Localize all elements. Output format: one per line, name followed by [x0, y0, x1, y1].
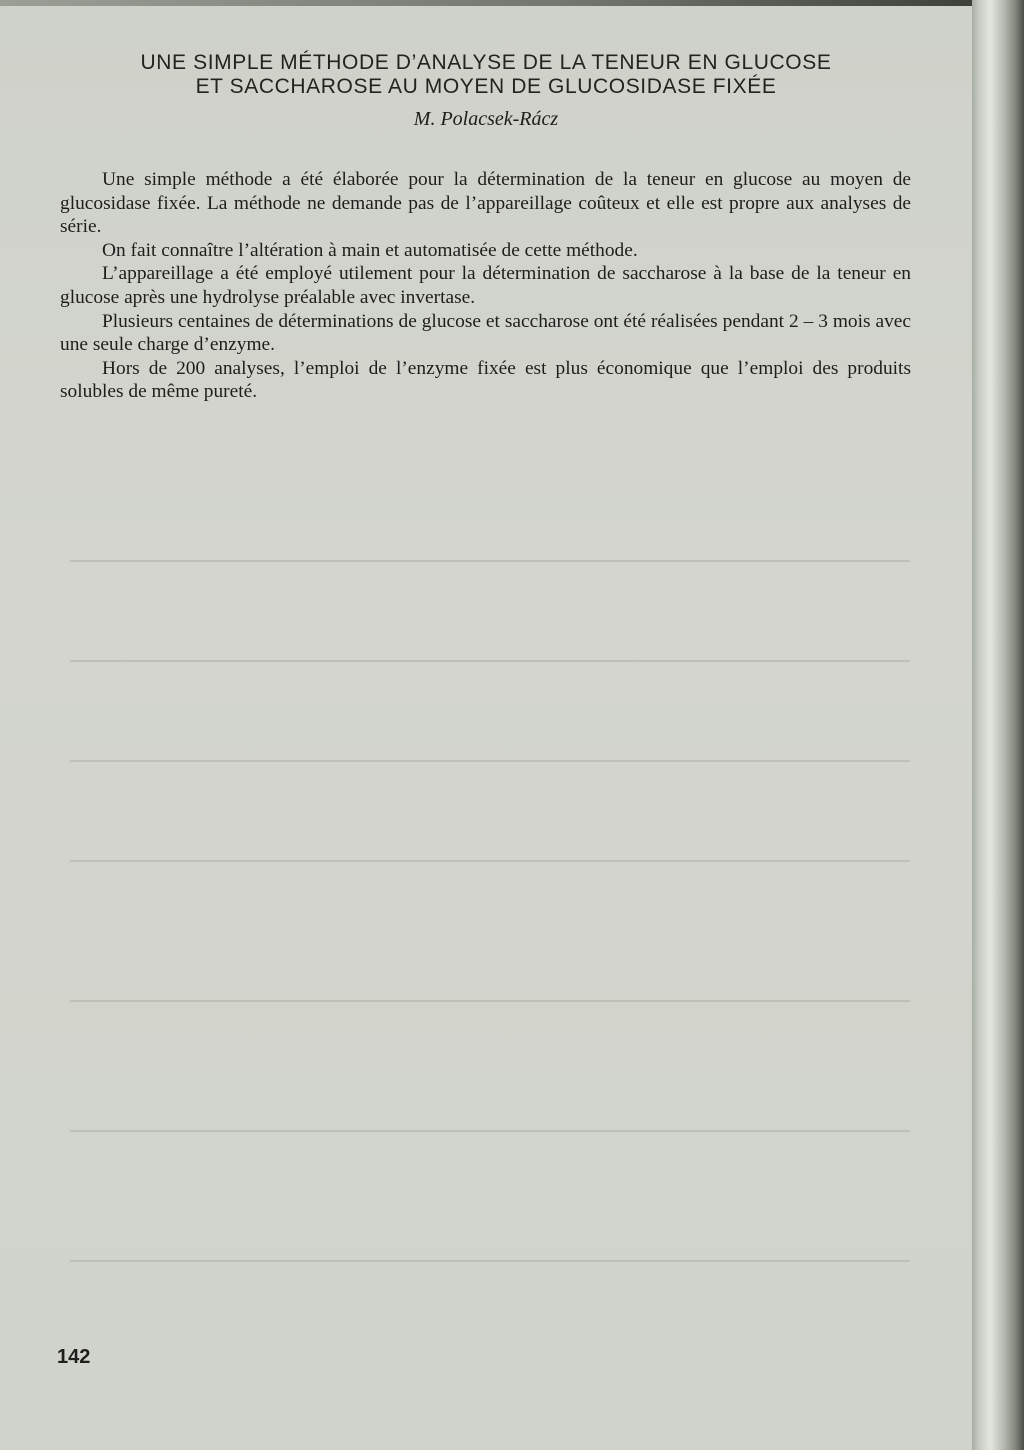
abstract-paragraph: On fait connaître l’altération à main et automatisée de cette méthode.: [102, 239, 638, 261]
book-binding-edge: [972, 0, 1024, 1450]
bleed-through-line: [70, 560, 910, 562]
article-title-line-2: ET SACCHAROSE AU MOYEN DE GLUCOSIDASE FIXÉE: [195, 75, 777, 98]
article-title-line-1: UNE SIMPLE MÉTHODE D’ANALYSE DE LA TENEUR EN GLUCOSE: [140, 51, 832, 74]
page-top-edge: [0, 0, 972, 6]
abstract-paragraph: L’appareillage a été employé utilement pour la détermination de saccharose à la base de la teneur en glucose après une hydrolyse préalable avec invertase.: [60, 263, 911, 308]
abstract-paragraph: Plusieurs centaines de déterminations de glucose et saccharose ont été réalisées pendant 2 – 3 mois avec une seule charge d’enzyme.: [60, 310, 911, 356]
bleed-through-line: [70, 760, 910, 762]
bleed-through-line: [70, 1130, 910, 1132]
abstract-paragraph: Hors de 200 analyses, l’emploi de l’enzyme fixée est plus économique que l’emploi des produits solubles de même pureté.: [60, 357, 911, 403]
bleed-through-line: [70, 1000, 910, 1002]
abstract-paragraph: Une simple méthode a été élaborée pour la détermination de la teneur en glucose au moyen de glucosidase fixée. La méthode ne demande pas de l’appareillage coûteux et elle est propre aux analyses de série.: [60, 169, 911, 238]
page-number: 142: [57, 1346, 91, 1368]
bleed-through-line: [70, 660, 910, 662]
abstract-body: [60, 168, 911, 404]
author-name: M. Polacsek-Rácz: [413, 108, 559, 130]
bleed-through-line: [70, 860, 910, 862]
bleed-through-line: [70, 1260, 910, 1262]
